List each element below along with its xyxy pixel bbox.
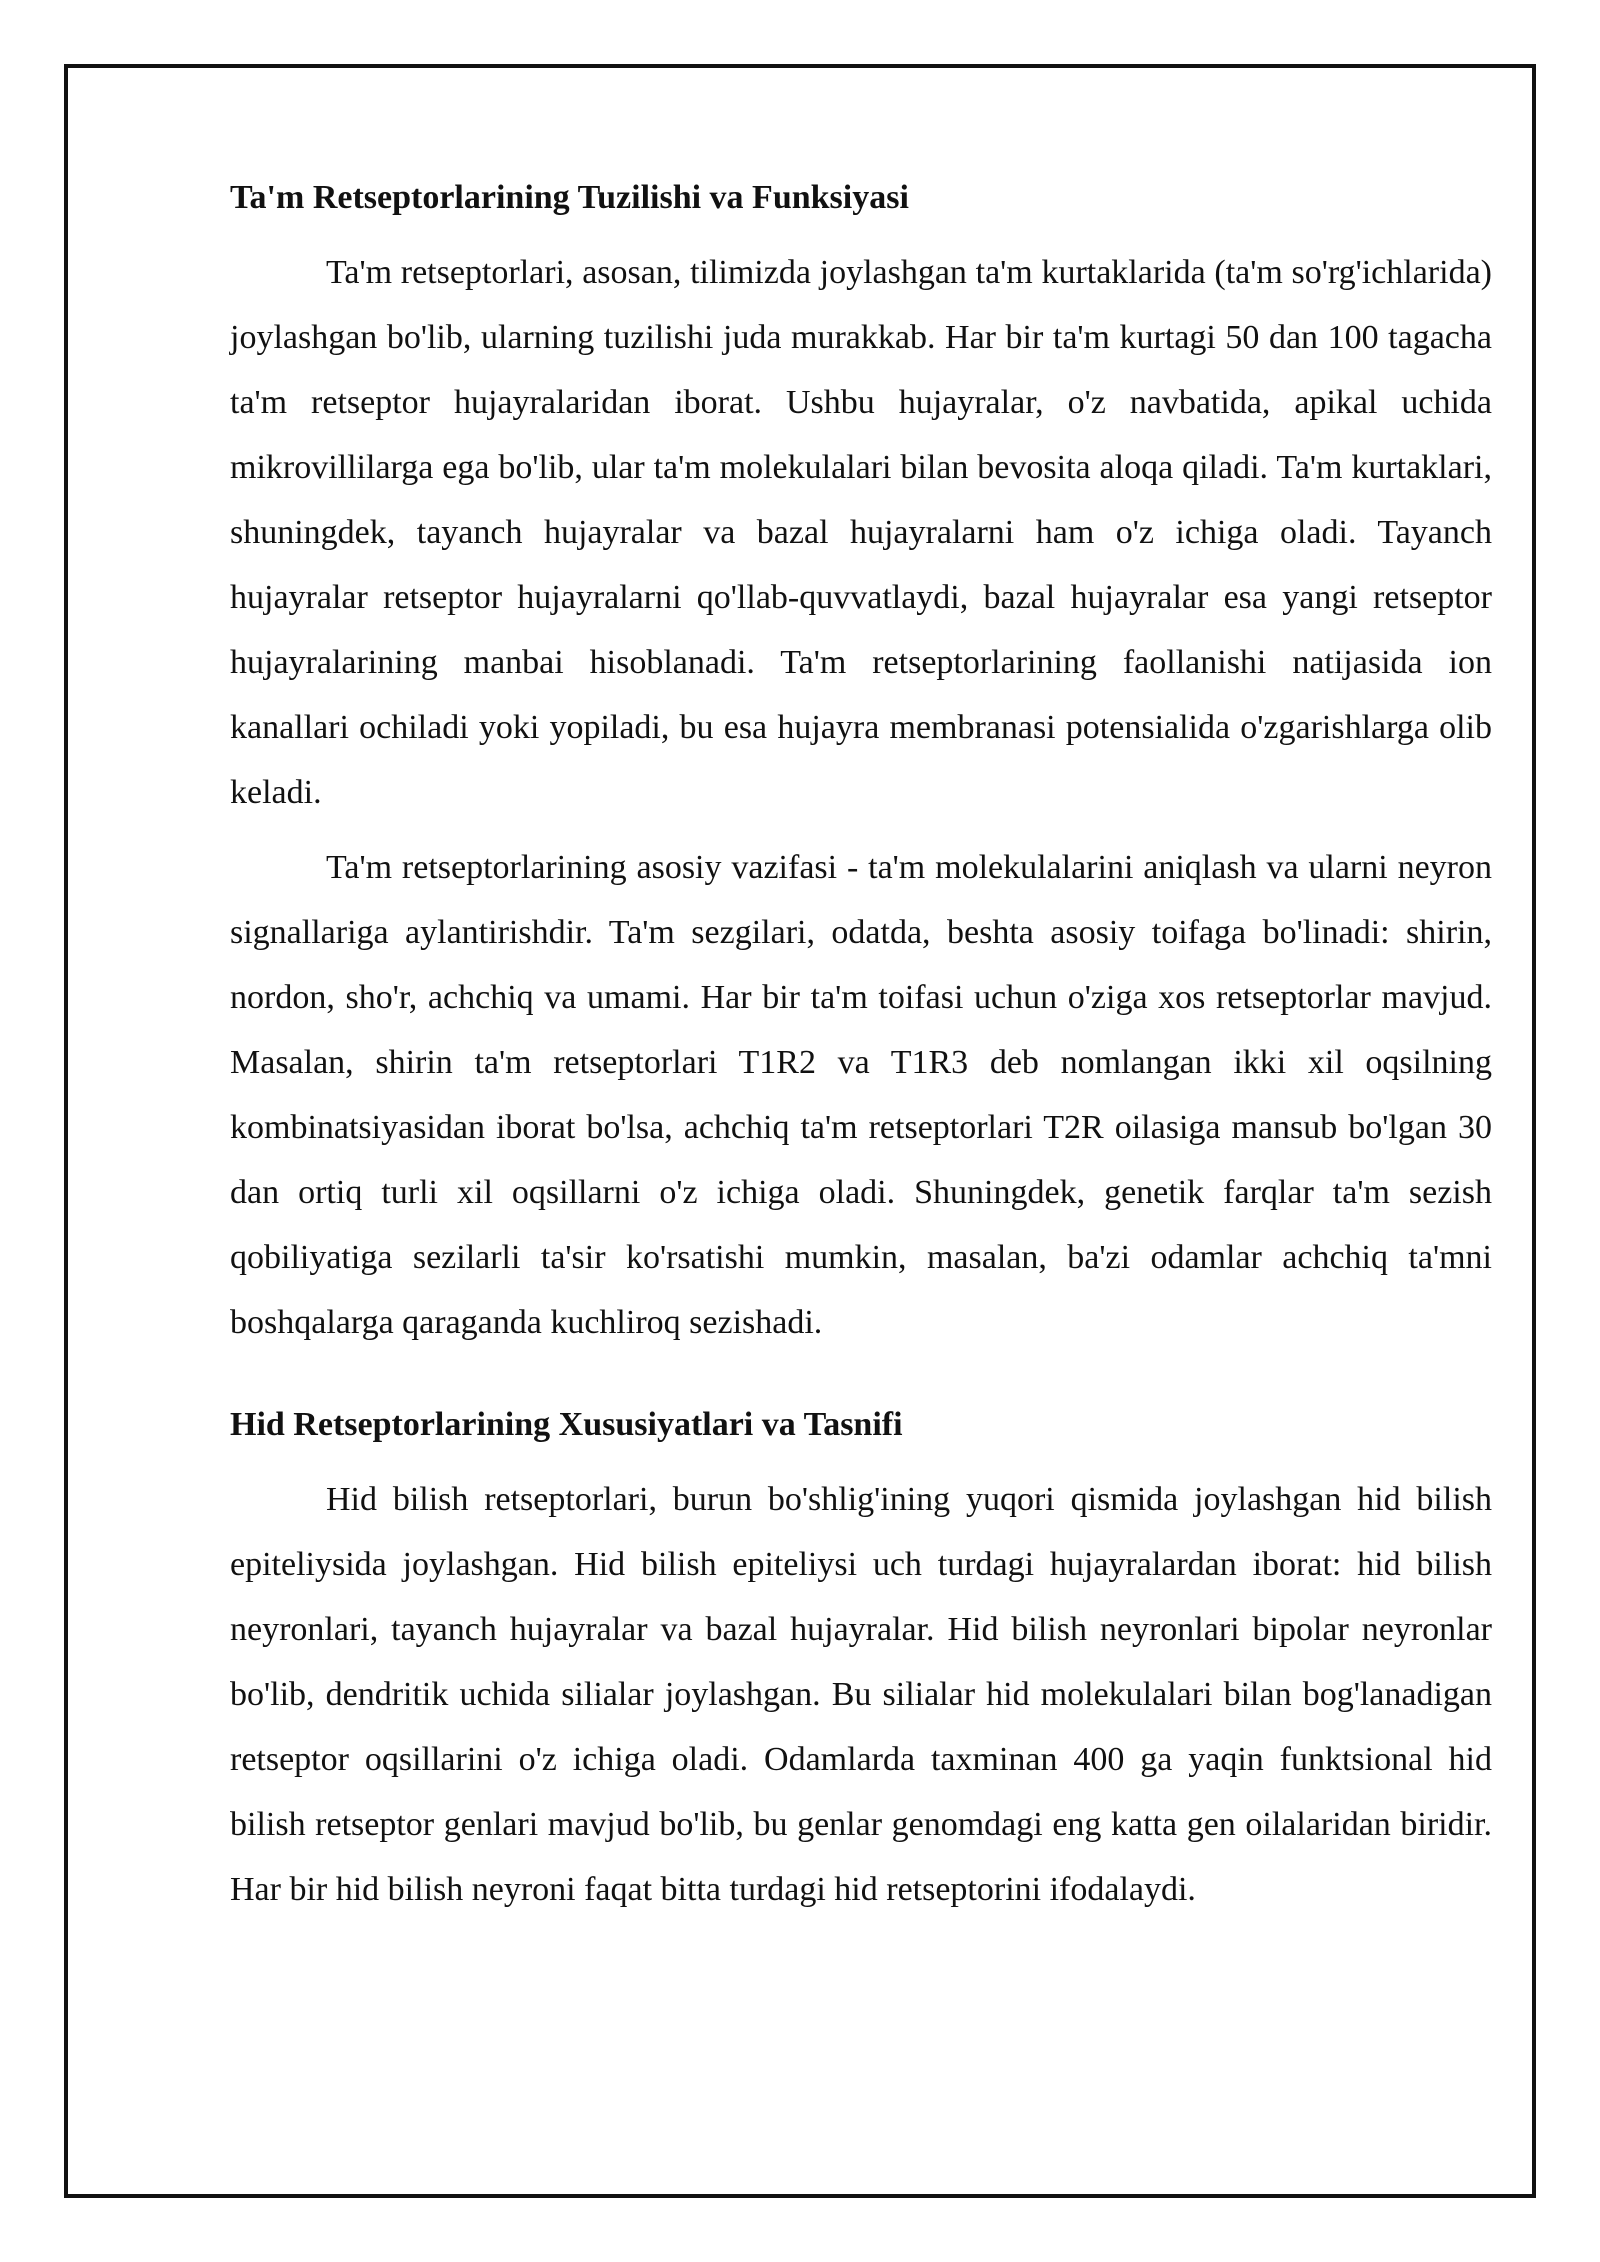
paragraph-smell-receptors: Hid bilish retseptorlari, burun bo'shlig'ining yuqori qismida joylashgan hid bilish epiteliysida joylashgan. Hid bilish epiteliysi uch turdagi hujayralardan iborat: hid bilish neyronlari, tayanch hujayralar va bazal hujayralar. Hid bilish neyronlari bipolar neyronlar bo'lib, dendritik uchida silialar joylashgan. Bu silialar hid molekulalari bilan bog'lanadigan retseptor oqsillarini o'z ichiga oladi. Odamlarda taxminan 400 ga yaqin funktsional hid bilish retseptor genlari mavjud bo'lib, bu genlar genomdagi eng katta gen oilalaridan biridir. Har bir hid bilish neyroni faqat bitta turdagi hid retseptorini ifodalaydi. <box>230 1481 1492 1908</box>
paragraph-taste-function: Ta'm retseptorlarining asosiy vazifasi - ta'm molekulalarini aniqlash va ularni neyron signallariga aylantirishdir. Ta'm sezgilari, odatda, beshta asosiy toifaga bo'linadi: shirin, nordon, sho'r, achchiq va umami. Har bir ta'm toifasi uchun o'ziga xos retseptorlar mavjud. Masalan, shirin ta'm retseptorlari T1R2 va T1R3 deb nomlangan ikki xil oqsilning kombinatsiyasidan iborat bo'lsa, achchiq ta'm retseptorlari T2R oilasiga mansub bo'lgan 30 dan ortiq turli xil oqsillarni o'z ichiga oladi. Shuningdek, genetik farqlar ta'm sezish qobiliyatiga sezilarli ta'sir ko'rsatishi mumkin, masalan, ba'zi odamlar achchiq ta'mni boshqalarga qaraganda kuchliroq sezishadi. <box>230 849 1492 1341</box>
section-heading-taste: Ta'm Retseptorlarining Tuzilishi va Funksiyasi <box>230 179 909 216</box>
paragraph-taste-structure: Ta'm retseptorlari, asosan, tilimizda joylashgan ta'm kurtaklarida (ta'm so'rg'ichlarida) joylashgan bo'lib, ularning tuzilishi juda murakkab. Har bir ta'm kurtagi 50 dan 100 tagacha ta'm retseptor hujayralaridan iborat. Ushbu hujayralar, o'z navbatida, apikal uchida mikrovillilarga ega bo'lib, ular ta'm molekulalari bilan bevosita aloqa qiladi. Ta'm kurtaklari, shuningdek, tayanch hujayralar va bazal hujayralarni ham o'z ichiga oladi. Tayanch hujayralar retseptor hujayralarni qo'llab-quvvatlaydi, bazal hujayralar esa yangi retseptor hujayralarining manbai hisoblanadi. Ta'm retseptorlarining faollanishi natijasida ion kanallari ochiladi yoki yopiladi, bu esa hujayra membranasi potensialida o'zgarishlarga olib keladi. <box>230 254 1492 811</box>
section-heading-smell: Hid Retseptorlarining Xususiyatlari va Tasnifi <box>230 1406 903 1443</box>
document-body <box>230 168 1492 1932</box>
